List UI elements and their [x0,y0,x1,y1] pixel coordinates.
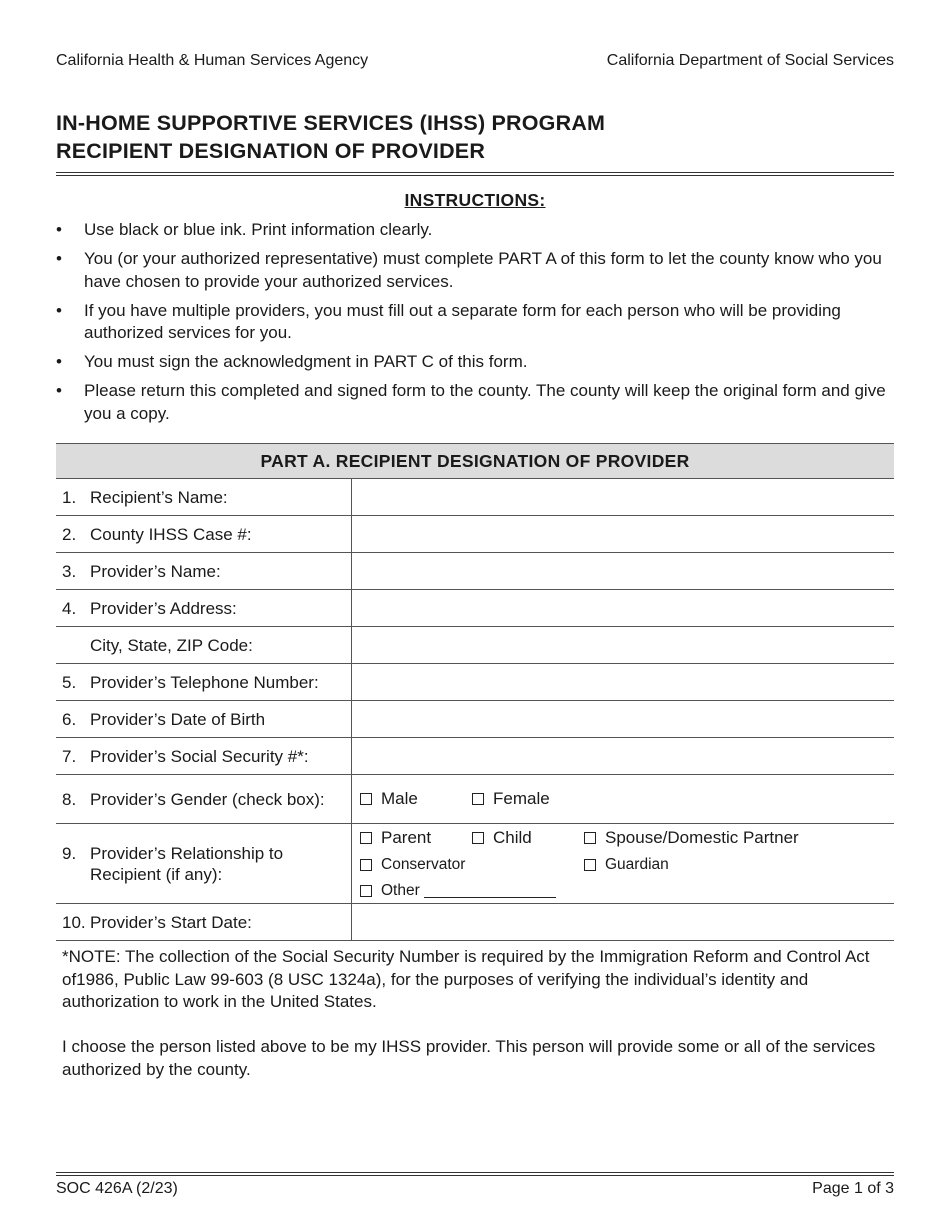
table-row: 4. Provider’s Address: [56,590,894,627]
bullet-icon: • [56,220,62,239]
instructions-heading: INSTRUCTIONS: [404,190,546,210]
table-row [56,627,894,664]
bullet-icon: • [56,249,62,268]
city-state-zip-field[interactable] [352,627,895,664]
female-checkbox[interactable] [472,793,484,805]
table-row: 9. Provider’s Relationship to Recipient (if any): Parent Child Spouse/Domestic Partner Conservator Guardian Other [56,824,894,904]
table-row: 5. Provider’s Telephone Number: [56,664,894,701]
table-row: 10. Provider’s Start Date: [56,904,894,941]
other-relationship-input[interactable] [424,883,556,898]
footer-divider [56,1172,894,1176]
case-number-field[interactable] [352,516,895,553]
recipient-name-label: Recipient’s Name: [90,487,228,507]
bullet-icon: • [56,300,62,320]
relationship-child-option[interactable]: Child [472,828,584,848]
provider-ssn-field[interactable] [352,738,895,775]
title-divider [56,172,894,176]
recipient-name-field[interactable] [352,479,895,516]
table-row: 6. Provider’s Date of Birth [56,701,894,738]
table-row: 3. Provider’s Name: [56,553,894,590]
instructions-list [56,219,894,432]
city-state-zip-label: City, State, ZIP Code: [90,635,253,655]
instruction-item: • Use black or blue ink. Print information clearly. [56,219,894,242]
instruction-item: • You must sign the acknowledgment in PART C of this form. [56,351,894,374]
form-title-line-2: RECIPIENT DESIGNATION OF PROVIDER [56,139,486,163]
provider-dob-field[interactable] [352,701,895,738]
conservator-checkbox[interactable] [360,859,372,871]
provider-address-label: Provider’s Address: [90,598,237,618]
table-row: 1. Recipient’s Name: [56,479,894,516]
provider-start-date-field[interactable] [352,904,895,941]
spouse-checkbox[interactable] [584,832,596,844]
instruction-item: • If you have multiple providers, you must fill out a separate form for each person who will be providing authorized services for you. [56,300,841,342]
instruction-item: • Please return this completed and signed form to the county. The county will keep the original form and give you a copy. [56,381,886,423]
provider-ssn-label: Provider’s Social Security #*: [90,746,309,766]
agency-header [56,52,894,70]
table-row: 2. County IHSS Case #: [56,516,894,553]
provider-gender-label: Provider’s Gender (check box): [90,789,325,809]
parent-checkbox[interactable] [360,832,372,844]
relationship-conservator-option[interactable]: Conservator [360,856,584,874]
relationship-options [352,824,895,904]
form-number: SOC 426A (2/23) [56,1180,178,1197]
other-checkbox[interactable] [360,885,372,897]
case-number-label: County IHSS Case #: [90,524,252,544]
part-a-heading: PART A. RECIPIENT DESIGNATION OF PROVIDER [56,444,894,479]
instruction-item: • You (or your authorized representative) must complete PART A of this form to let the county know who you have chosen to provide your authorized services. [56,249,882,291]
form-title-line-1: IN-HOME SUPPORTIVE SERVICES (IHSS) PROGRAM [56,111,606,135]
provider-address-field[interactable] [352,590,895,627]
child-checkbox[interactable] [472,832,484,844]
relationship-other-option[interactable]: Other [360,882,556,900]
form-title [56,109,605,165]
provider-start-date-label: Provider’s Start Date: [90,912,252,932]
agency-right: California Department of Social Services [606,52,894,69]
ssn-note: *NOTE: The collection of the Social Security Number is required by the Immigration Reform and Control Act of1986, Public Law 99-603 (8 USC 1324a), for the purposes of verifying the individual’s identity and authorization to work in the United States. [62,947,870,1011]
relationship-spouse-option[interactable]: Spouse/Domestic Partner [584,828,799,848]
gender-options [352,775,895,824]
relationship-parent-option[interactable]: Parent [360,828,472,848]
form-page [56,0,894,1230]
part-a-table [56,443,894,941]
provider-relationship-label: Provider’s Relationship to Recipient (if any): [90,843,284,884]
table-row: 8. Provider’s Gender (check box): Male Female [56,775,894,824]
page-footer [56,1180,894,1198]
table-row: 7. Provider’s Social Security #*: [56,738,894,775]
bullet-icon: • [56,352,62,371]
gender-male-option[interactable]: Male [360,789,472,809]
designation-statement: I choose the person listed above to be my IHSS provider. This person will provide some or all of the services authorized by the county. [62,1037,876,1079]
bullet-icon: • [56,381,62,400]
page-number: Page 1 of 3 [812,1180,894,1197]
provider-dob-label: Provider’s Date of Birth [90,709,266,729]
provider-name-label: Provider’s Name: [90,561,221,581]
provider-name-field[interactable] [352,553,895,590]
provider-phone-field[interactable] [352,664,895,701]
provider-phone-label: Provider’s Telephone Number: [90,672,319,692]
gender-female-option[interactable]: Female [472,789,550,809]
guardian-checkbox[interactable] [584,859,596,871]
male-checkbox[interactable] [360,793,372,805]
agency-left: California Health & Human Services Agency [56,52,369,69]
relationship-guardian-option[interactable]: Guardian [584,856,669,874]
